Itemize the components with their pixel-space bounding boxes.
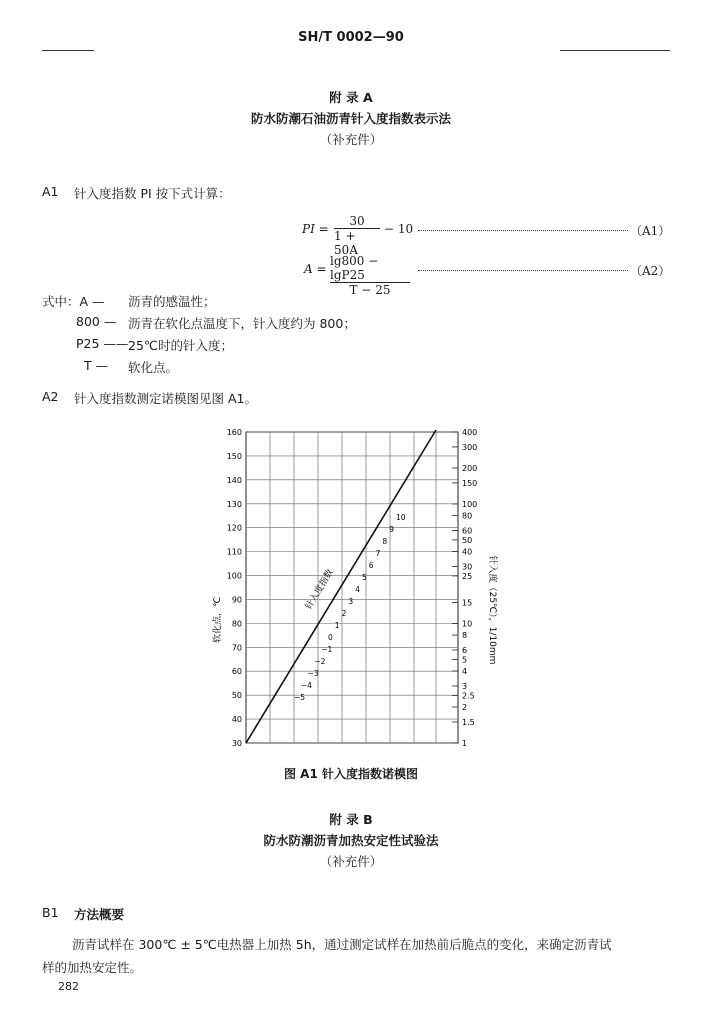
right-tick-label: 200 — [462, 463, 478, 473]
pi-nomograph — [200, 420, 500, 760]
left-tick-label: 100 — [226, 571, 242, 581]
right-axis-label: 针入度（25℃），1/10mm — [487, 555, 497, 665]
pi-mark-label: 7 — [375, 549, 381, 558]
left-tick-label: 50 — [231, 691, 242, 701]
pi-mark-label: 8 — [382, 537, 388, 546]
b1-paragraph-line2: 样的加热安定性。 — [42, 960, 143, 975]
page-number: 282 — [58, 980, 79, 993]
right-tick-label: 80 — [462, 511, 473, 521]
left-tick-label: 80 — [231, 619, 242, 629]
right-tick-label: 10 — [462, 619, 473, 629]
pi-mark-label: −1 — [321, 645, 333, 654]
left-tick-label: 70 — [231, 643, 242, 653]
appendix-a-subtitle: 防水防潮石油沥青针入度指数表示法 — [250, 111, 451, 126]
right-tick-label: 8 — [462, 631, 468, 641]
left-axis-ticks — [227, 428, 242, 748]
eq1-leader — [418, 230, 628, 231]
pi-mark-label: −3 — [307, 669, 319, 678]
a1-text: 针入度指数 PI 按下式计算： — [74, 186, 231, 201]
right-tick-label: 1.5 — [462, 717, 475, 727]
where-desc-800: 沥青在软化点温度下，针入度约为 800； — [128, 316, 356, 331]
where-desc-t: 软化点。 — [128, 360, 179, 375]
appendix-b-subtitle: 防水防潮沥青加热安定性试验法 — [263, 833, 439, 848]
pi-mark-label: −4 — [300, 681, 312, 690]
header-rule-left — [42, 50, 94, 51]
nomograph-grid — [246, 432, 458, 743]
where-sym-a: 式中：A — — [42, 294, 105, 309]
pi-mark-label: 6 — [368, 561, 374, 570]
eq1-lhs: PI = — [302, 222, 329, 236]
pi-mark-label: 2 — [341, 609, 347, 618]
left-tick-label: 40 — [231, 715, 242, 725]
pi-mark-label: 10 — [396, 513, 406, 522]
eq1-tag: （A1） — [630, 224, 671, 238]
pi-mark-label: 3 — [348, 597, 354, 606]
eq1-tail: − 10 — [384, 222, 414, 236]
right-tick-label: 2.5 — [462, 691, 475, 701]
eq2-lhs: A = — [304, 262, 327, 276]
where-sym-p25: P25 —— — [76, 336, 129, 351]
left-tick-label: 60 — [231, 667, 242, 677]
where-sym-t: T — — [84, 358, 109, 373]
a2-number: A2 — [42, 389, 59, 404]
pi-mark-label: −2 — [314, 657, 326, 666]
left-tick-label: 90 — [231, 595, 242, 605]
right-tick-label: 60 — [462, 526, 473, 536]
eq1-numerator: 30 — [349, 214, 365, 228]
right-tick-label: 2 — [462, 703, 468, 713]
right-tick-label: 150 — [462, 478, 478, 488]
right-tick-label: 1 — [462, 739, 468, 748]
right-tick-label: 3 — [462, 681, 468, 691]
right-tick-label: 4 — [462, 667, 468, 677]
eq2-denominator: T − 25 — [349, 283, 391, 297]
pi-mark-label: 4 — [355, 585, 360, 594]
pi-scale-label: 针入度指数 — [303, 567, 336, 612]
right-tick-label: 5 — [462, 655, 468, 665]
right-tick-label: 30 — [462, 562, 473, 572]
pi-mark-label: 5 — [362, 573, 367, 582]
left-tick-label: 110 — [226, 547, 242, 557]
eq2-leader — [418, 270, 628, 271]
b1-heading: 方法概要 — [74, 907, 125, 922]
eq1-fraction — [334, 214, 380, 257]
where-desc-a: 沥青的感温性； — [128, 294, 216, 309]
where-sym-800: 800 — — [76, 314, 117, 329]
right-tick-label: 6 — [462, 645, 468, 655]
appendix-b-note: （补充件） — [319, 854, 383, 869]
b1-paragraph-line1: 沥青试样在 300℃ ± 5℃电热器上加热 5h，通过测定试样在加热前后脆点的变化，来确定沥青试 — [72, 937, 612, 952]
eq2-tag: （A2） — [630, 264, 671, 278]
right-tick-label: 40 — [462, 547, 473, 557]
pi-mark-label: 9 — [389, 525, 394, 534]
right-tick-label: 25 — [462, 571, 473, 581]
pi-mark-label: 0 — [328, 633, 333, 642]
a2-text: 针入度指数测定诺模图见图 A1。 — [74, 391, 257, 406]
eq1-denominator: 1 + 50A — [334, 229, 358, 257]
left-tick-label: 130 — [226, 499, 242, 509]
appendix-b-title: 附 录 B — [329, 812, 373, 827]
b1-number: B1 — [42, 905, 59, 920]
header-rule-right — [560, 50, 670, 51]
left-axis-label: 软化点，℃ — [213, 596, 223, 644]
a1-number: A1 — [42, 184, 59, 199]
pi-mark-label: 1 — [334, 621, 340, 630]
standard-code: SH/T 0002—90 — [298, 30, 404, 45]
right-tick-label: 300 — [462, 442, 478, 452]
left-tick-label: 160 — [226, 428, 242, 437]
right-tick-label: 50 — [462, 535, 473, 545]
left-tick-label: 120 — [226, 523, 242, 533]
left-tick-label: 140 — [226, 475, 242, 485]
appendix-a-note: （补充件） — [319, 132, 383, 147]
pi-mark-label: −5 — [294, 693, 306, 702]
right-axis-ticks — [452, 428, 477, 748]
eq2-numerator: lg800 − lgP25 — [330, 254, 379, 282]
eq2-fraction — [330, 254, 410, 297]
left-tick-label: 30 — [231, 739, 242, 748]
pi-scale-line — [246, 430, 436, 743]
right-tick-label: 100 — [462, 499, 478, 509]
right-tick-label: 15 — [462, 598, 473, 608]
left-tick-label: 150 — [226, 451, 242, 461]
nomograph-frame — [246, 432, 458, 743]
figure-caption: 图 A1 针入度指数诺模图 — [284, 767, 418, 781]
appendix-a-title: 附 录 A — [329, 90, 373, 105]
right-tick-label: 400 — [462, 428, 478, 437]
where-desc-p25: 25℃时的针入度； — [128, 338, 233, 353]
